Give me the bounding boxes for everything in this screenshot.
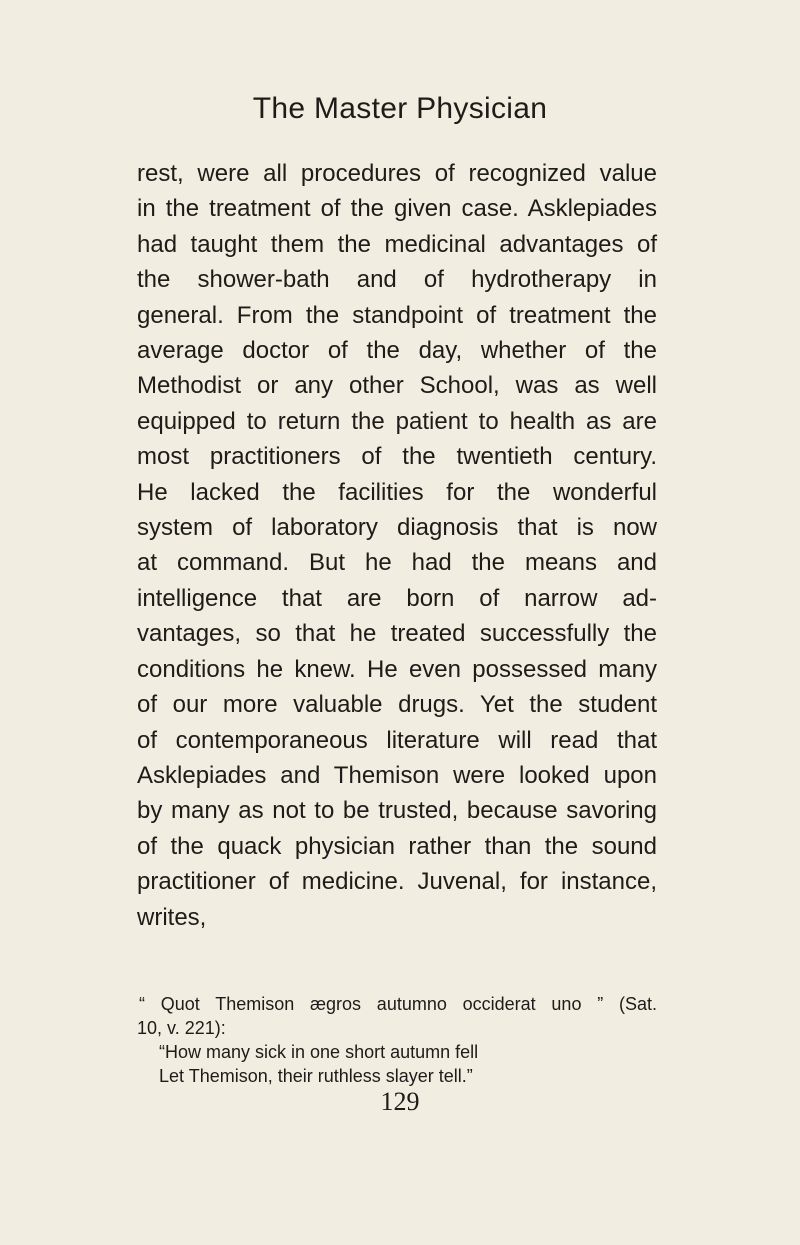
body-line: vantages, so that he treated successfully the <box>137 620 657 648</box>
verse-line-2: Let Themison, their ruthless slayer tell.” <box>159 1066 473 1086</box>
page-number: 129 <box>380 1087 420 1116</box>
verse-line-1: “How many sick in one short autumn fell <box>159 1042 479 1062</box>
body-line: at command. But he had the means and <box>137 549 657 577</box>
quotation-block <box>137 992 657 1088</box>
body-line: most practitioners of the twentieth century. <box>137 443 657 471</box>
body-line: of contemporaneous literature will read that <box>137 726 657 754</box>
body-line: intelligence that are born of narrow ad- <box>137 584 657 612</box>
body-line: by many as not to be trusted, because savoring <box>137 797 657 825</box>
quote-citation: 10, v. 221): <box>137 1018 226 1038</box>
body-line: Asklepiades and Themison were looked upon <box>137 761 657 789</box>
body-line: general. From the standpoint of treatment the <box>137 301 657 329</box>
body-line: had taught them the medicinal advantages of <box>137 230 657 258</box>
body-line: equipped to return the patient to health as are <box>137 407 657 435</box>
body-line: of our more valuable drugs. Yet the student <box>137 691 657 719</box>
body-line: writes, <box>137 903 207 931</box>
body-line: Methodist or any other School, was as well <box>137 372 657 400</box>
body-line: in the treatment of the given case. Asklepiades <box>137 195 657 223</box>
body-line: rest, were all procedures of recognized value <box>137 160 657 187</box>
body-line: practitioner of medicine. Juvenal, for instance, <box>137 868 657 896</box>
body-line: average doctor of the day, whether of the <box>137 337 657 365</box>
body-line: the shower-bath and of hydrotherapy in <box>137 266 657 294</box>
body-line: system of laboratory diagnosis that is now <box>137 514 657 542</box>
body-text <box>137 156 657 935</box>
running-title: The Master Physician <box>252 92 548 125</box>
body-line: conditions he knew. He even possessed many <box>137 655 657 683</box>
body-line: He lacked the facilities for the wonderful <box>137 478 657 506</box>
body-line: of the quack physician rather than the sound <box>137 832 657 860</box>
latin-quote: “ Quot Themison ægros autumno occiderat uno ” (Sat. <box>139 994 657 1014</box>
